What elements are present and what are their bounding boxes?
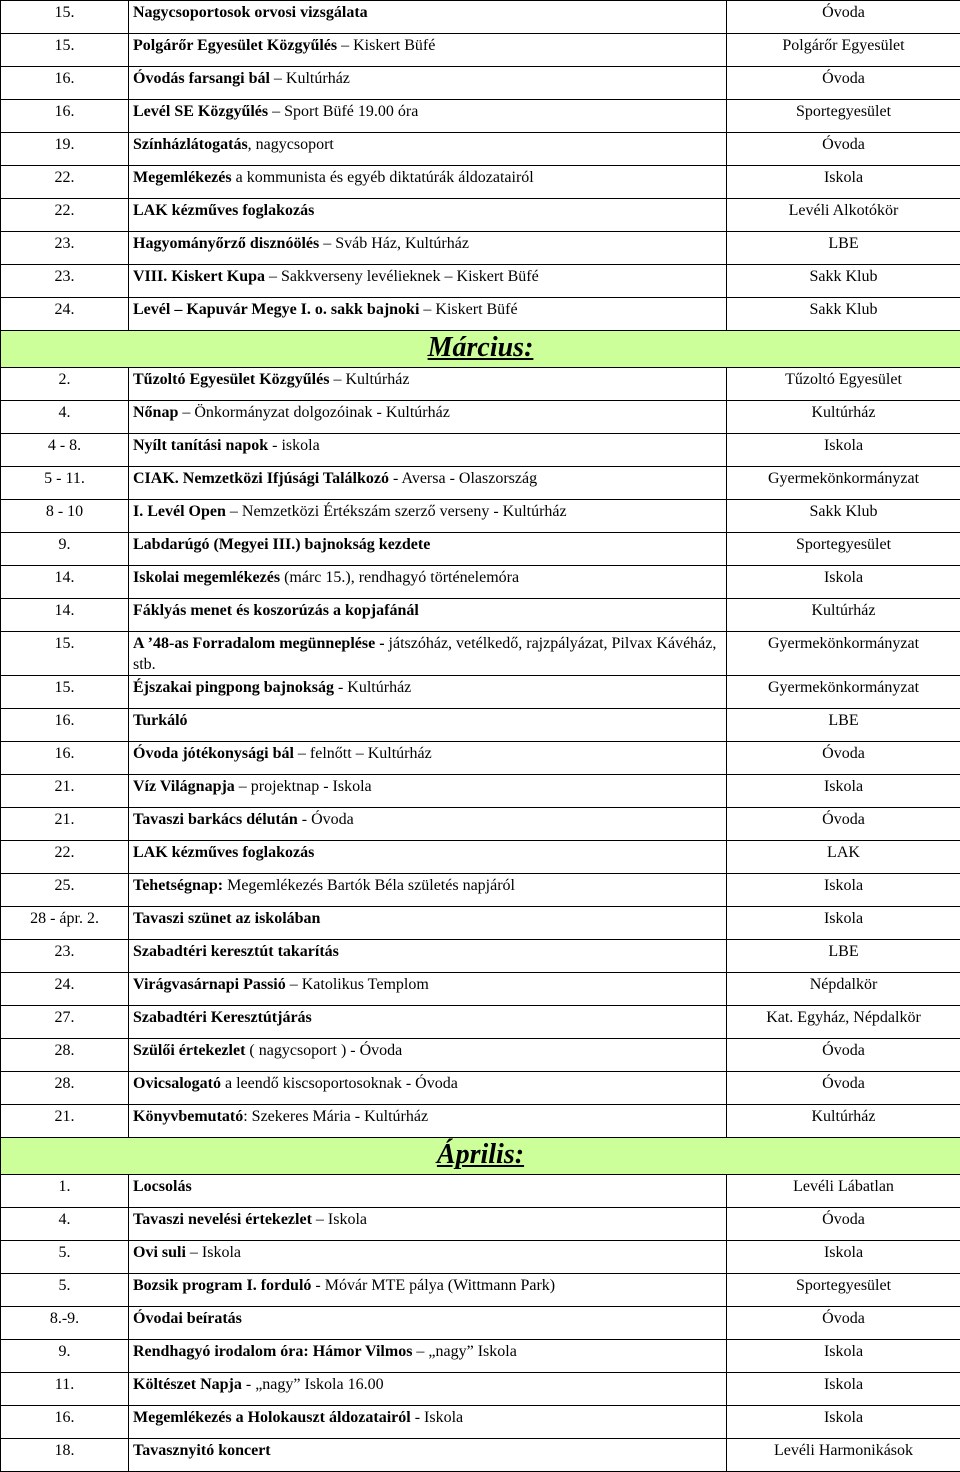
event-date: 18. bbox=[1, 1439, 129, 1472]
event-date: 23. bbox=[1, 265, 129, 298]
event-details: - Móvár MTE pálya (Wittmann Park) bbox=[311, 1277, 555, 1294]
event-description bbox=[129, 133, 727, 166]
event-details: – Kiskert Büfé bbox=[337, 37, 435, 54]
event-organizer: Gyermekönkormányzat bbox=[727, 632, 960, 676]
event-date: 23. bbox=[1, 232, 129, 265]
event-date: 5. bbox=[1, 1241, 129, 1274]
event-title: Színházlátogatás bbox=[133, 136, 248, 153]
event-date: 5 - 11. bbox=[1, 467, 129, 500]
event-organizer: LBE bbox=[727, 709, 960, 742]
event-organizer: Kultúrház bbox=[727, 401, 960, 434]
event-description bbox=[129, 166, 727, 199]
event-organizer: Iskola bbox=[727, 434, 960, 467]
event-description bbox=[129, 1072, 727, 1105]
event-row bbox=[1, 1039, 960, 1072]
event-title: Szülői értekezlet bbox=[133, 1042, 245, 1059]
event-organizer: Óvoda bbox=[727, 133, 960, 166]
event-description bbox=[129, 632, 727, 676]
event-title: Levél – Kapuvár Megye I. o. sakk bajnoki bbox=[133, 301, 419, 318]
event-title: Virágvasárnapi Passió bbox=[133, 976, 286, 993]
event-row bbox=[1, 907, 960, 940]
event-row bbox=[1, 533, 960, 566]
event-row bbox=[1, 874, 960, 907]
event-organizer: Iskola bbox=[727, 1241, 960, 1274]
event-description bbox=[129, 533, 727, 566]
event-date: 16. bbox=[1, 742, 129, 775]
event-organizer: Óvoda bbox=[727, 67, 960, 100]
event-row bbox=[1, 1406, 960, 1439]
event-description bbox=[129, 1373, 727, 1406]
event-description bbox=[129, 232, 727, 265]
event-title: Megemlékezés a Holokauszt áldozatairól bbox=[133, 1409, 411, 1426]
event-description bbox=[129, 368, 727, 401]
event-row bbox=[1, 1340, 960, 1373]
event-title: Ovicsalogató bbox=[133, 1075, 221, 1092]
event-description bbox=[129, 940, 727, 973]
event-date: 4. bbox=[1, 1208, 129, 1241]
event-date: 27. bbox=[1, 1006, 129, 1039]
event-title: Nyílt tanítási napok bbox=[133, 437, 268, 454]
month-heading: Április: bbox=[1, 1138, 960, 1175]
event-title: Éjszakai pingpong bajnokság bbox=[133, 679, 334, 696]
event-date: 16. bbox=[1, 100, 129, 133]
event-row bbox=[1, 401, 960, 434]
event-date: 9. bbox=[1, 1340, 129, 1373]
event-organizer: Óvoda bbox=[727, 1307, 960, 1340]
event-organizer: Polgárőr Egyesület bbox=[727, 34, 960, 67]
event-description bbox=[129, 973, 727, 1006]
event-organizer: Sakk Klub bbox=[727, 265, 960, 298]
event-description bbox=[129, 298, 727, 331]
event-organizer: Óvoda bbox=[727, 1, 960, 34]
event-description bbox=[129, 199, 727, 232]
event-details: - Óvoda bbox=[298, 811, 354, 828]
event-date: 8.-9. bbox=[1, 1307, 129, 1340]
event-description bbox=[129, 1208, 727, 1241]
event-organizer: Óvoda bbox=[727, 742, 960, 775]
event-row bbox=[1, 1, 960, 34]
event-title: Szabadtéri Keresztútjárás bbox=[133, 1009, 312, 1026]
event-organizer: Sakk Klub bbox=[727, 500, 960, 533]
event-organizer: Kat. Egyház, Népdalkör bbox=[727, 1006, 960, 1039]
event-title: Polgárőr Egyesület Közgyűlés bbox=[133, 37, 337, 54]
event-title: Költészet Napja bbox=[133, 1376, 242, 1393]
event-details: – felnőtt – Kultúrház bbox=[294, 745, 432, 762]
event-organizer: Népdalkör bbox=[727, 973, 960, 1006]
event-description bbox=[129, 1175, 727, 1208]
event-date: 16. bbox=[1, 67, 129, 100]
event-date: 8 - 10 bbox=[1, 500, 129, 533]
event-description bbox=[129, 1039, 727, 1072]
event-description bbox=[129, 401, 727, 434]
event-date: 5. bbox=[1, 1274, 129, 1307]
event-description bbox=[129, 1406, 727, 1439]
event-organizer: Levéli Alkotókör bbox=[727, 199, 960, 232]
event-organizer: Gyermekönkormányzat bbox=[727, 676, 960, 709]
event-row bbox=[1, 1274, 960, 1307]
event-date: 9. bbox=[1, 533, 129, 566]
event-description bbox=[129, 1241, 727, 1274]
event-details: ( nagycsoport ) - Óvoda bbox=[245, 1042, 402, 1059]
event-date: 22. bbox=[1, 841, 129, 874]
event-organizer: Sportegyesület bbox=[727, 533, 960, 566]
event-details: - „nagy” Iskola 16.00 bbox=[242, 1376, 384, 1393]
event-details: (márc 15.), rendhagyó történelemóra bbox=[280, 569, 519, 586]
event-date: 28. bbox=[1, 1039, 129, 1072]
event-date: 14. bbox=[1, 599, 129, 632]
event-details: – Kultúrház bbox=[270, 70, 350, 87]
event-organizer: Kultúrház bbox=[727, 1105, 960, 1138]
event-organizer: Óvoda bbox=[727, 1208, 960, 1241]
event-date: 4 - 8. bbox=[1, 434, 129, 467]
event-date: 2. bbox=[1, 368, 129, 401]
event-organizer: Iskola bbox=[727, 566, 960, 599]
event-date: 16. bbox=[1, 709, 129, 742]
event-title: Tavasznyitó koncert bbox=[133, 1442, 271, 1459]
event-details: – Önkormányzat dolgozóinak - Kultúrház bbox=[178, 404, 449, 421]
event-description bbox=[129, 841, 727, 874]
event-title: Szabadtéri keresztút takarítás bbox=[133, 943, 339, 960]
event-description bbox=[129, 1274, 727, 1307]
event-date: 25. bbox=[1, 874, 129, 907]
event-title: Nagycsoportosok orvosi vizsgálata bbox=[133, 4, 368, 21]
event-title: LAK kézműves foglakozás bbox=[133, 844, 314, 861]
month-heading-row bbox=[1, 331, 960, 368]
event-row bbox=[1, 133, 960, 166]
event-date: 22. bbox=[1, 199, 129, 232]
event-date: 28. bbox=[1, 1072, 129, 1105]
event-row bbox=[1, 742, 960, 775]
event-description bbox=[129, 467, 727, 500]
event-row bbox=[1, 265, 960, 298]
event-row bbox=[1, 841, 960, 874]
event-row bbox=[1, 1175, 960, 1208]
event-row bbox=[1, 1006, 960, 1039]
event-date: 15. bbox=[1, 632, 129, 676]
event-title: VIII. Kiskert Kupa bbox=[133, 268, 265, 285]
event-organizer: Sakk Klub bbox=[727, 298, 960, 331]
event-details: a leendő kiscsoportosoknak - Óvoda bbox=[221, 1075, 458, 1092]
event-details: : Szekeres Mária - Kultúrház bbox=[243, 1108, 428, 1125]
event-description bbox=[129, 1439, 727, 1472]
event-title: Iskolai megemlékezés bbox=[133, 569, 280, 586]
event-row bbox=[1, 1072, 960, 1105]
event-details: - iskola bbox=[268, 437, 320, 454]
event-description bbox=[129, 566, 727, 599]
event-row bbox=[1, 1307, 960, 1340]
event-date: 21. bbox=[1, 775, 129, 808]
event-title: Rendhagyó irodalom óra: Hámor Vilmos bbox=[133, 1343, 412, 1360]
event-title: Óvodás farsangi bál bbox=[133, 70, 270, 87]
event-row bbox=[1, 232, 960, 265]
event-title: Óvodai beíratás bbox=[133, 1310, 242, 1327]
event-title: Óvoda jótékonysági bál bbox=[133, 745, 294, 762]
event-title: I. Levél Open bbox=[133, 503, 226, 520]
event-row bbox=[1, 676, 960, 709]
event-organizer: Gyermekönkormányzat bbox=[727, 467, 960, 500]
event-date: 23. bbox=[1, 940, 129, 973]
event-details: – Iskola bbox=[312, 1211, 367, 1228]
event-title: CIAK. Nemzetközi Ifjúsági Találkozó bbox=[133, 470, 389, 487]
event-title: Tavaszi szünet az iskolában bbox=[133, 910, 320, 927]
event-title: LAK kézműves foglakozás bbox=[133, 202, 314, 219]
event-description bbox=[129, 709, 727, 742]
event-date: 22. bbox=[1, 166, 129, 199]
event-row bbox=[1, 1439, 960, 1472]
event-title: Bozsik program I. forduló bbox=[133, 1277, 311, 1294]
event-description bbox=[129, 1340, 727, 1373]
event-row bbox=[1, 973, 960, 1006]
event-organizer: Tűzoltó Egyesület bbox=[727, 368, 960, 401]
event-organizer: Iskola bbox=[727, 907, 960, 940]
event-organizer: Sportegyesület bbox=[727, 100, 960, 133]
event-organizer: Levéli Lábatlan bbox=[727, 1175, 960, 1208]
event-row bbox=[1, 298, 960, 331]
event-date: 21. bbox=[1, 1105, 129, 1138]
event-description bbox=[129, 676, 727, 709]
event-title: Tűzoltó Egyesület Közgyűlés bbox=[133, 371, 329, 388]
event-organizer: Kultúrház bbox=[727, 599, 960, 632]
event-title: Fáklyás menet és koszorúzás a kopjafánál bbox=[133, 602, 419, 619]
event-date: 15. bbox=[1, 34, 129, 67]
event-date: 1. bbox=[1, 1175, 129, 1208]
event-date: 15. bbox=[1, 676, 129, 709]
event-title: Locsolás bbox=[133, 1178, 192, 1195]
event-row bbox=[1, 500, 960, 533]
event-title: Tavaszi barkács délután bbox=[133, 811, 298, 828]
event-organizer: LAK bbox=[727, 841, 960, 874]
event-details: - Kultúrház bbox=[334, 679, 411, 696]
event-organizer: Iskola bbox=[727, 775, 960, 808]
event-date: 14. bbox=[1, 566, 129, 599]
event-description bbox=[129, 874, 727, 907]
event-date: 11. bbox=[1, 1373, 129, 1406]
event-title: Labdarúgó (Megyei III.) bajnokság kezdete bbox=[133, 536, 430, 553]
event-description bbox=[129, 100, 727, 133]
event-title: Tehetségnap: bbox=[133, 877, 223, 894]
event-date: 24. bbox=[1, 973, 129, 1006]
event-details: – Sakkverseny levélieknek – Kiskert Büfé bbox=[265, 268, 539, 285]
event-details: – Katolikus Templom bbox=[286, 976, 429, 993]
event-details: – Kiskert Büfé bbox=[419, 301, 517, 318]
month-heading: Március: bbox=[1, 331, 960, 368]
event-title: Megemlékezés bbox=[133, 169, 232, 186]
event-description bbox=[129, 1105, 727, 1138]
event-title: Levél SE Közgyűlés bbox=[133, 103, 268, 120]
event-description bbox=[129, 1006, 727, 1039]
event-date: 21. bbox=[1, 808, 129, 841]
event-details: – „nagy” Iskola bbox=[412, 1343, 516, 1360]
event-details: – Sport Büfé 19.00 óra bbox=[268, 103, 418, 120]
event-title: Víz Világnapja bbox=[133, 778, 235, 795]
event-row bbox=[1, 599, 960, 632]
event-row bbox=[1, 940, 960, 973]
event-title: A ’48-as Forradalom megünneplése - bbox=[133, 635, 385, 652]
event-title: Ovi suli bbox=[133, 1244, 186, 1261]
event-title: Nőnap bbox=[133, 404, 178, 421]
event-row bbox=[1, 368, 960, 401]
event-description bbox=[129, 775, 727, 808]
event-title: Könyvbemutató bbox=[133, 1108, 243, 1125]
event-description bbox=[129, 500, 727, 533]
event-date: 15. bbox=[1, 1, 129, 34]
event-description bbox=[129, 67, 727, 100]
event-description bbox=[129, 1307, 727, 1340]
event-row bbox=[1, 1241, 960, 1274]
event-organizer: LBE bbox=[727, 232, 960, 265]
event-organizer: LBE bbox=[727, 940, 960, 973]
event-row bbox=[1, 434, 960, 467]
event-row bbox=[1, 775, 960, 808]
event-description bbox=[129, 808, 727, 841]
event-title: Tavaszi nevelési értekezlet bbox=[133, 1211, 312, 1228]
event-organizer: Óvoda bbox=[727, 1072, 960, 1105]
event-date: 16. bbox=[1, 1406, 129, 1439]
event-details: – Sváb Ház, Kultúrház bbox=[319, 235, 469, 252]
event-details: - Aversa - Olaszország bbox=[389, 470, 537, 487]
event-date: 19. bbox=[1, 133, 129, 166]
event-organizer: Levéli Harmonikások bbox=[727, 1439, 960, 1472]
event-row bbox=[1, 808, 960, 841]
event-details: – Kultúrház bbox=[329, 371, 409, 388]
event-description bbox=[129, 742, 727, 775]
event-row bbox=[1, 1105, 960, 1138]
event-organizer: Sportegyesület bbox=[727, 1274, 960, 1307]
event-row bbox=[1, 1208, 960, 1241]
event-details: - Iskola bbox=[411, 1409, 463, 1426]
event-details: – Iskola bbox=[186, 1244, 241, 1261]
event-row bbox=[1, 34, 960, 67]
event-row bbox=[1, 199, 960, 232]
event-details: , nagycsoport bbox=[248, 136, 334, 153]
event-organizer: Iskola bbox=[727, 1406, 960, 1439]
event-row bbox=[1, 1373, 960, 1406]
event-details: – projektnap - Iskola bbox=[235, 778, 372, 795]
event-organizer: Iskola bbox=[727, 1373, 960, 1406]
event-date: 4. bbox=[1, 401, 129, 434]
event-row bbox=[1, 166, 960, 199]
event-row bbox=[1, 100, 960, 133]
event-organizer: Iskola bbox=[727, 874, 960, 907]
event-organizer: Óvoda bbox=[727, 1039, 960, 1072]
event-description bbox=[129, 34, 727, 67]
event-description bbox=[129, 434, 727, 467]
event-details: játszóház, vetélkedő, rajzpályázat, Pilvax Kávéház, stb. bbox=[133, 635, 716, 673]
event-row bbox=[1, 709, 960, 742]
event-details: Megemlékezés Bartók Béla születés napjáról bbox=[223, 877, 515, 894]
event-title: Turkáló bbox=[133, 712, 188, 729]
event-date: 28 - ápr. 2. bbox=[1, 907, 129, 940]
month-heading-row bbox=[1, 1138, 960, 1175]
event-description bbox=[129, 907, 727, 940]
event-description bbox=[129, 265, 727, 298]
event-title: Hagyományőrző disznóölés bbox=[133, 235, 319, 252]
event-details: a kommunista és egyéb diktatúrák áldozatairól bbox=[232, 169, 534, 186]
event-organizer: Iskola bbox=[727, 1340, 960, 1373]
event-organizer: Óvoda bbox=[727, 808, 960, 841]
event-row bbox=[1, 566, 960, 599]
event-row bbox=[1, 67, 960, 100]
event-row bbox=[1, 467, 960, 500]
event-date: 24. bbox=[1, 298, 129, 331]
event-description bbox=[129, 599, 727, 632]
event-row bbox=[1, 632, 960, 676]
event-description bbox=[129, 1, 727, 34]
event-organizer: Iskola bbox=[727, 166, 960, 199]
event-details: – Nemzetközi Értékszám szerző verseny - Kultúrház bbox=[226, 503, 567, 520]
